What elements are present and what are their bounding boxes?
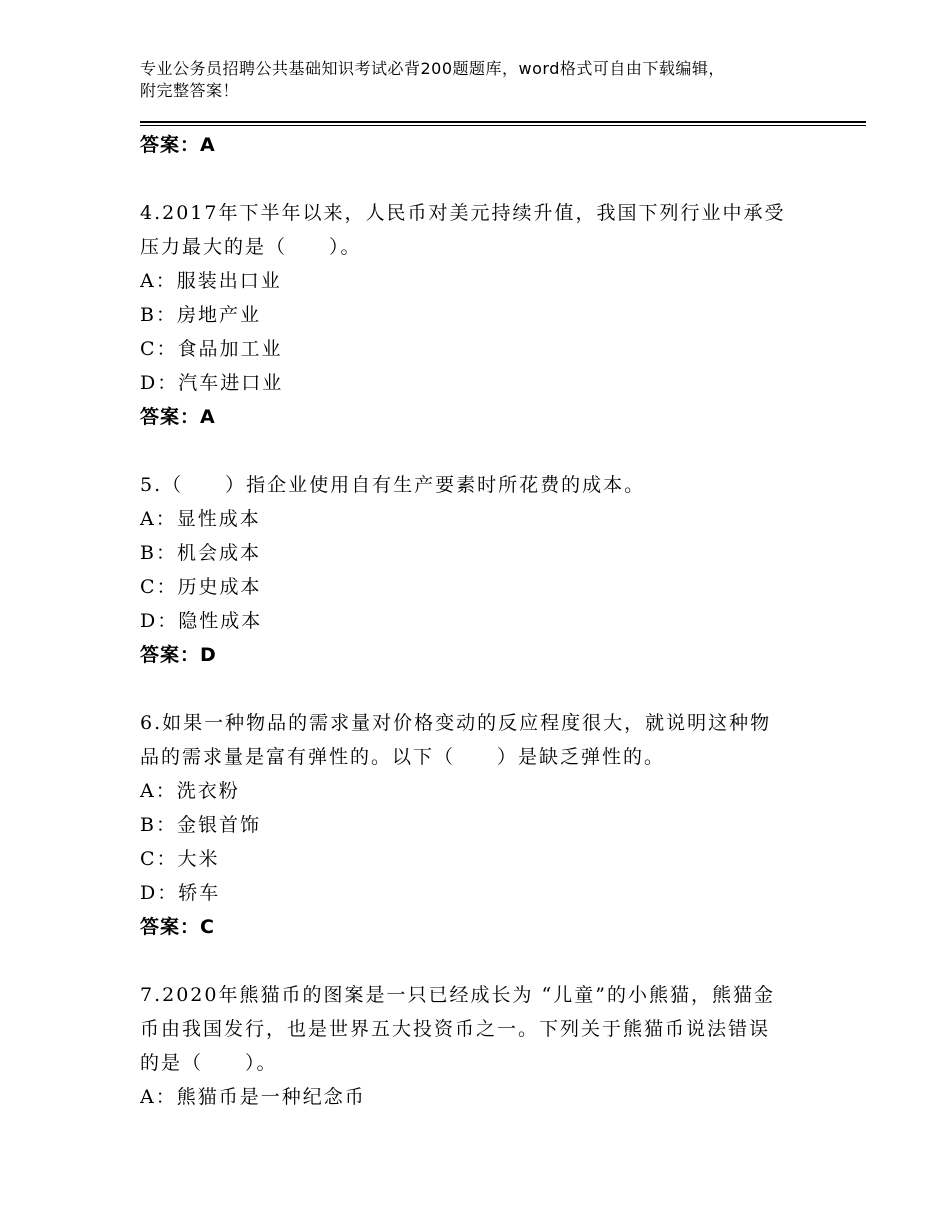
question-4-option-d: D：汽车进口业 xyxy=(140,372,284,394)
question-4-option-c: C：食品加工业 xyxy=(140,338,283,360)
answer-q5: 答案：D xyxy=(140,644,217,666)
question-6-stem-line-2: 品的需求量是富有弹性的。以下（ ）是缺乏弹性的。 xyxy=(140,746,666,768)
spacer xyxy=(140,672,820,706)
answer-q6: 答案：C xyxy=(140,916,215,938)
question-6-option-c: C：大米 xyxy=(140,848,220,870)
question-5-option-a: A：显性成本 xyxy=(140,508,261,530)
spacer xyxy=(140,162,820,196)
question-7-option-a: A：熊猫币是一种纪念币 xyxy=(140,1086,366,1108)
answer-q3: 答案：A xyxy=(140,134,216,156)
question-7-stem-line-1: 7.2020年熊猫币的图案是一只已经成长为 “儿童”的小熊猫，熊猫金 xyxy=(140,984,775,1006)
question-5-option-c: C：历史成本 xyxy=(140,576,262,598)
question-6-option-b: B：金银首饰 xyxy=(140,814,261,836)
question-4-option-b: B：房地产业 xyxy=(140,304,261,326)
question-6-option-a: A：洗衣粉 xyxy=(140,780,240,802)
question-5-stem xyxy=(140,468,820,502)
document-body xyxy=(140,128,820,1114)
question-5-option-d: D：隐性成本 xyxy=(140,610,263,632)
question-6 xyxy=(140,706,820,944)
question-7-stem xyxy=(140,978,820,1080)
answer-q4: 答案：A xyxy=(140,406,216,428)
question-4 xyxy=(140,196,820,434)
header-line-1: 专业公务员招聘公共基础知识考试必背200题题库，word格式可自由下载编辑， xyxy=(140,59,725,78)
spacer xyxy=(140,434,820,468)
header-line-2: 附完整答案！ xyxy=(140,81,240,100)
question-5 xyxy=(140,468,820,672)
question-4-option-a: A：服装出口业 xyxy=(140,270,282,292)
question-7-stem-line-2: 币由我国发行，也是世界五大投资币之一。下列关于熊猫币说法错误 xyxy=(140,1018,771,1040)
question-6-stem xyxy=(140,706,820,774)
question-5-option-b: B：机会成本 xyxy=(140,542,261,564)
question-4-stem-line-1: 4.2017年下半年以来，人民币对美元持续升值，我国下列行业中承受 xyxy=(140,202,786,224)
header-rule-thick xyxy=(140,121,866,123)
question-7-stem-line-3: 的是（ ）。 xyxy=(140,1052,278,1074)
question-6-stem-line-1: 6.如果一种物品的需求量对价格变动的反应程度很大，就说明这种物 xyxy=(140,712,772,734)
question-6-option-d: D：轿车 xyxy=(140,882,221,904)
spacer xyxy=(140,944,820,978)
question-4-stem xyxy=(140,196,820,264)
question-5-stem-line-1: 5.（ ）指企业使用自有生产要素时所花费的成本。 xyxy=(140,474,646,496)
question-4-stem-line-2: 压力最大的是（ ）。 xyxy=(140,236,362,258)
page-header xyxy=(140,58,820,102)
header-rule-thin xyxy=(140,125,866,126)
question-7 xyxy=(140,978,820,1114)
